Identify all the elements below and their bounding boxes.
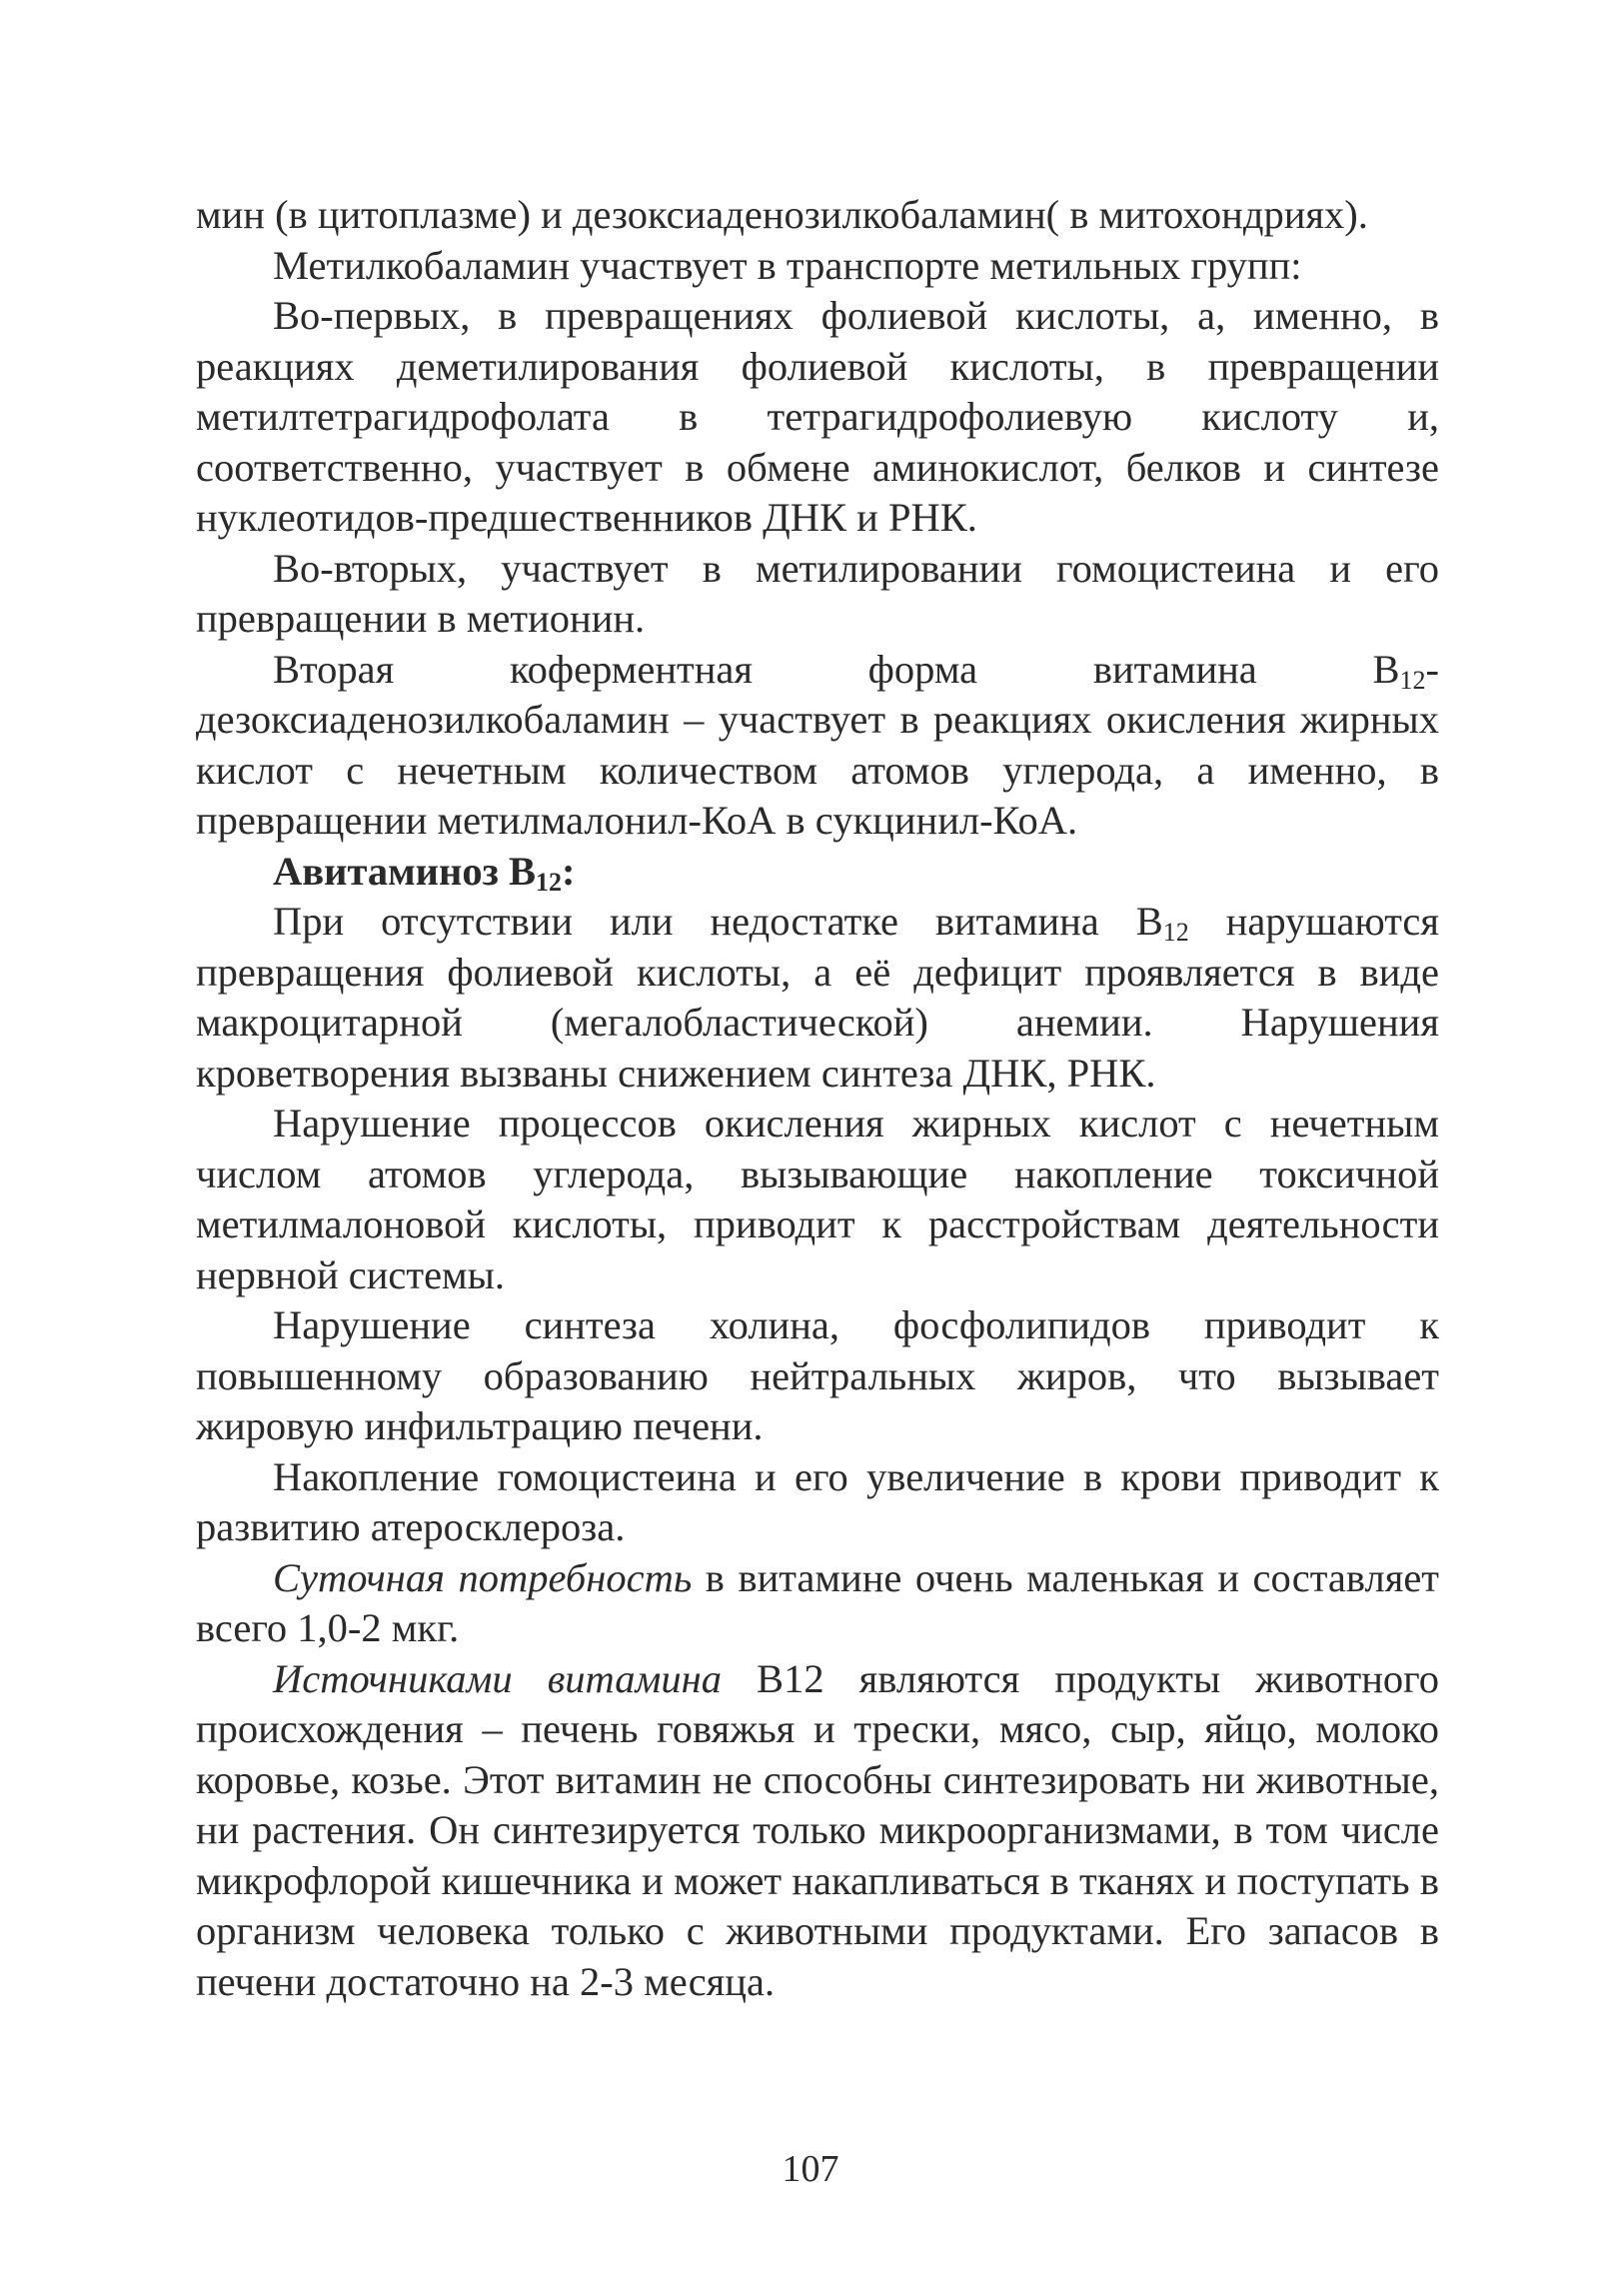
italic-term: Суточная потребность <box>273 1554 693 1600</box>
text-segment: Вторая коферментная форма витамина В <box>273 646 1400 692</box>
subscript: 12 <box>1399 665 1426 695</box>
paragraph-choline: Нарушение синтеза холина, фосфолипидов приводит к повышенному образованию нейтральных жиров, что вызывает жировую инфильтрацию печени. <box>196 1302 1439 1448</box>
text-segment: -дезоксиаденозилкобаламин – участвует в реакциях окисления жирных кислот с нечетным количеством атомов углерода, а именно, в превращении метилмалонил-КоА в сукцинил-КоА. <box>196 646 1439 843</box>
paragraph-daily-requirement <box>196 1553 1439 1654</box>
paragraph-methylcobalamin-intro: Метилкобаламин участвует в транспорте метильных групп: <box>273 242 1302 288</box>
paragraph-fatty-acids: Нарушение процессов окисления жирных кислот с нечетным числом атомов углерода, вызывающие накопление токсичной метилмалоновой кислоты, приводит к расстройствам деятельности нервной системы. <box>196 1101 1439 1297</box>
heading-text: Авитаминоз В <box>273 848 537 894</box>
italic-term: Источниками витамина <box>273 1655 722 1701</box>
text-segment: В12 являются продукты животного происхождения – печень говяжья и трески, мясо, сыр, яйцо, молоко коровье, козье. Этот витамин не способны синтезировать ни животные, ни растения. Он синтезируется только микроорганизмами, в том числе микрофлорой кишечника и может накапливаться в тканях и поступать в организм человека только с животными продуктами. Его запасов в печени достаточно на 2-3 месяца. <box>196 1655 1439 2004</box>
text-segment: нарушаются превращения фолиевой кислоты, а её дефицит проявляется в виде макроцитарной (мегалобластической) анемии. Нарушения кроветворения вызваны снижением синтеза ДНК, РНК. <box>196 899 1439 1096</box>
subscript: 12 <box>536 867 563 897</box>
paragraph-deficiency <box>196 897 1439 1099</box>
paragraph-continuation: мин (в цитоплазме) и дезоксиаденозилкобаламин( в митохондриях). <box>196 192 1368 237</box>
paragraph-homocysteine: Накопление гомоцистеина и его увеличение в крови приводит к развитию атеросклероза. <box>196 1453 1439 1549</box>
page-number: 107 <box>782 2148 839 2190</box>
paragraph-firstly: Во-первых, в превращениях фолиевой кислоты, а, именно, в реакциях деметилирования фолиевой кислоты, в превращении метилтетрагидрофолата в тетрагидрофолиевую кислоту и, соответственно, участвует в обмене аминокислот, белков и синтезе нуклеотидов-предшественников ДНК и РНК. <box>196 293 1439 540</box>
paragraph-secondly: Во-вторых, участвует в метилировании гомоцистеина и его превращении в метионин. <box>196 545 1439 641</box>
paragraph-sources <box>196 1654 1439 2008</box>
heading-colon: : <box>562 848 576 894</box>
text-segment: в витамине очень маленькая и составляет всего 1,0-2 мкг. <box>196 1554 1439 1650</box>
section-heading-avitaminosis <box>196 847 1439 898</box>
body-text <box>196 190 1439 2007</box>
text-segment: При отсутствии или недостатке витамина В <box>273 899 1163 944</box>
paragraph-second-coenzyme <box>196 645 1439 847</box>
subscript: 12 <box>1162 918 1189 947</box>
